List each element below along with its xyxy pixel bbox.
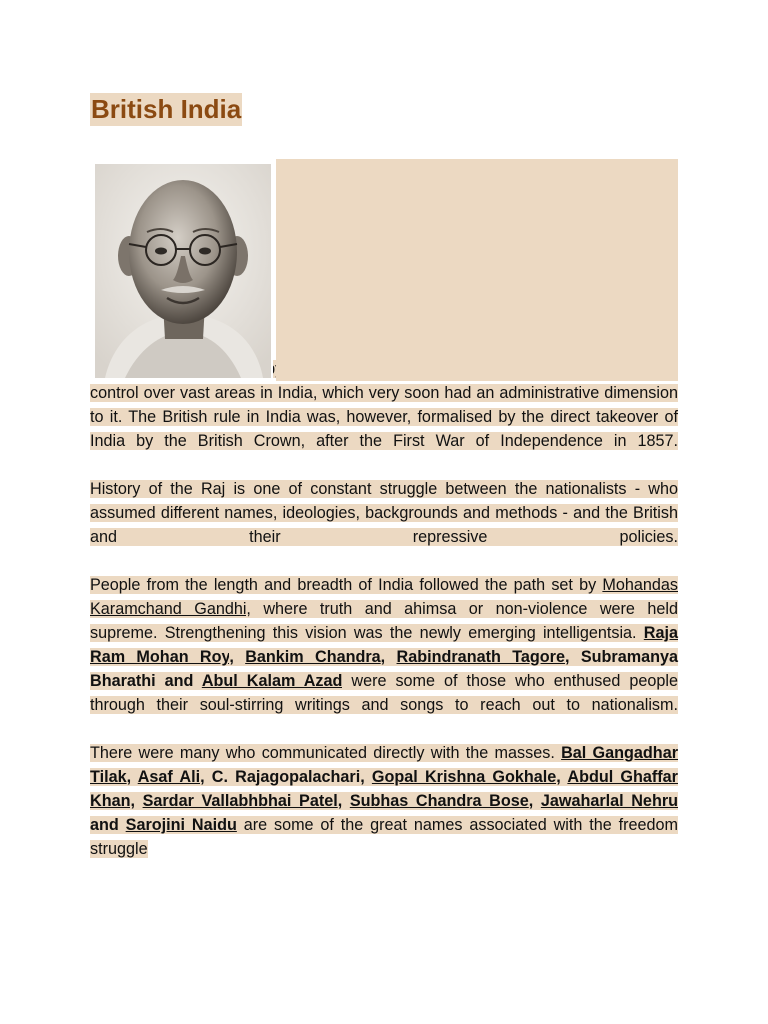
- paragraph-gandhi-vision: People from the length and breadth of India followed the path set by Mohandas Karamchand Gandhi, where truth and ahimsa or non-violence were held supreme. Strengthening this vision was the newly emerging intelligentsia. Raja Ram Mohan Roy, Bankim Chandra, Rabindranath Tagore, Subramanya Bharathi and Abul Kalam Azad were some of those who enthused people through their soul-stirring writings and songs to reach out to nationalism.: [90, 576, 678, 714]
- link-sardar-vallabhbhai-patel[interactable]: Sardar Vallabhbhai Patel: [142, 792, 338, 810]
- link-asaf-ali[interactable]: Asaf Ali: [137, 768, 201, 786]
- hero-section: [90, 126, 678, 354]
- link-abul-kalam-azad[interactable]: Abul Kalam Azad: [201, 672, 343, 690]
- highlight-block: [276, 159, 678, 381]
- link-abdul-ghaffar-khan[interactable]: Abdul Ghaffar Khan: [90, 768, 678, 810]
- link-bankim-chandra[interactable]: Bankim Chandra: [245, 648, 381, 666]
- portrait-image: [95, 164, 271, 378]
- link-mohandas-gandhi[interactable]: Mohandas Karamchand Gandhi: [90, 576, 678, 618]
- link-sarojini-naidu[interactable]: Sarojini Naidu: [125, 816, 237, 834]
- page-title: British India: [91, 94, 242, 124]
- link-raja-ram-mohan-roy[interactable]: Raja Ram Mohan Roy: [90, 624, 678, 666]
- paragraph-freedom-leaders: There were many who communicated directly with the masses. Bal Gangadhar Tilak, Asaf Ali, C. Rajagopalachari, Gopal Krishna Gokhale, Abdul Ghaffar Khan, Sardar Vallabhbhai Patel, Subhas Chandra Bose, Jawaharlal Nehru and Sarojini Naidu are some of the great names associated with the freedom struggle: [90, 744, 679, 858]
- document-page: [90, 93, 678, 885]
- paragraph-history-of-raj: History of the Raj is one of constant struggle between the nationalists - who assumed different names, ideologies, backgrounds and methods - and the British and their repressive policies.: [90, 480, 678, 546]
- paragraph-east-india-company: by control over vast areas in India, which very soon had an administrative dimension to it. The British rule in India was, however, formalised by the direct takeover of India by the British Crown, after the First War of Independence in 1857.: [90, 360, 678, 450]
- portrait-photo: [90, 159, 273, 379]
- link-gopal-krishna-gokhale[interactable]: Gopal Krishna Gokhale: [371, 768, 557, 786]
- link-rabindranath-tagore[interactable]: Rabindranath Tagore: [396, 648, 565, 666]
- link-subhas-chandra-bose[interactable]: Subhas Chandra Bose: [349, 792, 529, 810]
- link-jawaharlal-nehru[interactable]: Jawaharlal Nehru: [540, 792, 679, 810]
- link-bal-gangadhar-tilak[interactable]: Bal Gangadhar Tilak: [90, 744, 678, 786]
